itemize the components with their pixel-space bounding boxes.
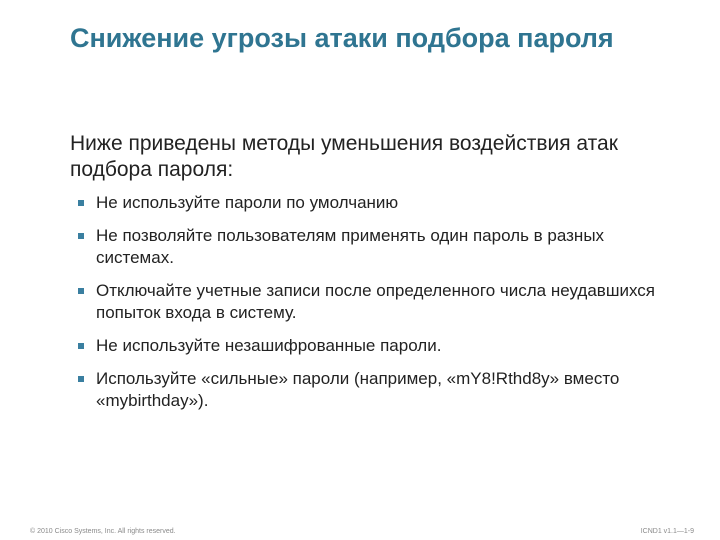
list-item bbox=[78, 192, 678, 214]
bullet-text: Не позволяйте пользователям применять один пароль в разных системах. bbox=[96, 226, 605, 267]
list-item bbox=[78, 225, 678, 269]
copyright-footer: © 2010 Cisco Systems, Inc. All rights reserved. bbox=[30, 528, 176, 535]
square-bullet-icon bbox=[78, 233, 84, 239]
square-bullet-icon bbox=[78, 288, 84, 294]
square-bullet-icon bbox=[78, 343, 84, 349]
slide-number-footer: ICND1 v1.1—1-9 bbox=[640, 528, 694, 535]
bullet-text: Не используйте пароли по умолчанию bbox=[96, 193, 399, 212]
list-item bbox=[78, 335, 678, 357]
bullet-text: Не используйте незашифрованные пароли. bbox=[96, 336, 442, 355]
bullet-text: Отключайте учетные записи после определенного числа неудавшихся попыток входа в систему. bbox=[96, 281, 655, 322]
intro-text: Ниже приведены методы уменьшения воздействия атак подбора пароля: bbox=[70, 132, 618, 181]
square-bullet-icon bbox=[78, 376, 84, 382]
slide-title: Снижение угрозы атаки подбора пароля bbox=[70, 23, 614, 53]
square-bullet-icon bbox=[78, 200, 84, 206]
list-item bbox=[78, 368, 678, 412]
bullet-list bbox=[78, 192, 678, 423]
bullet-text: Используйте «сильные» пароли (например, «mY8!Rthd8y» вместо «mybirthday»). bbox=[96, 369, 620, 410]
list-item bbox=[78, 280, 678, 324]
